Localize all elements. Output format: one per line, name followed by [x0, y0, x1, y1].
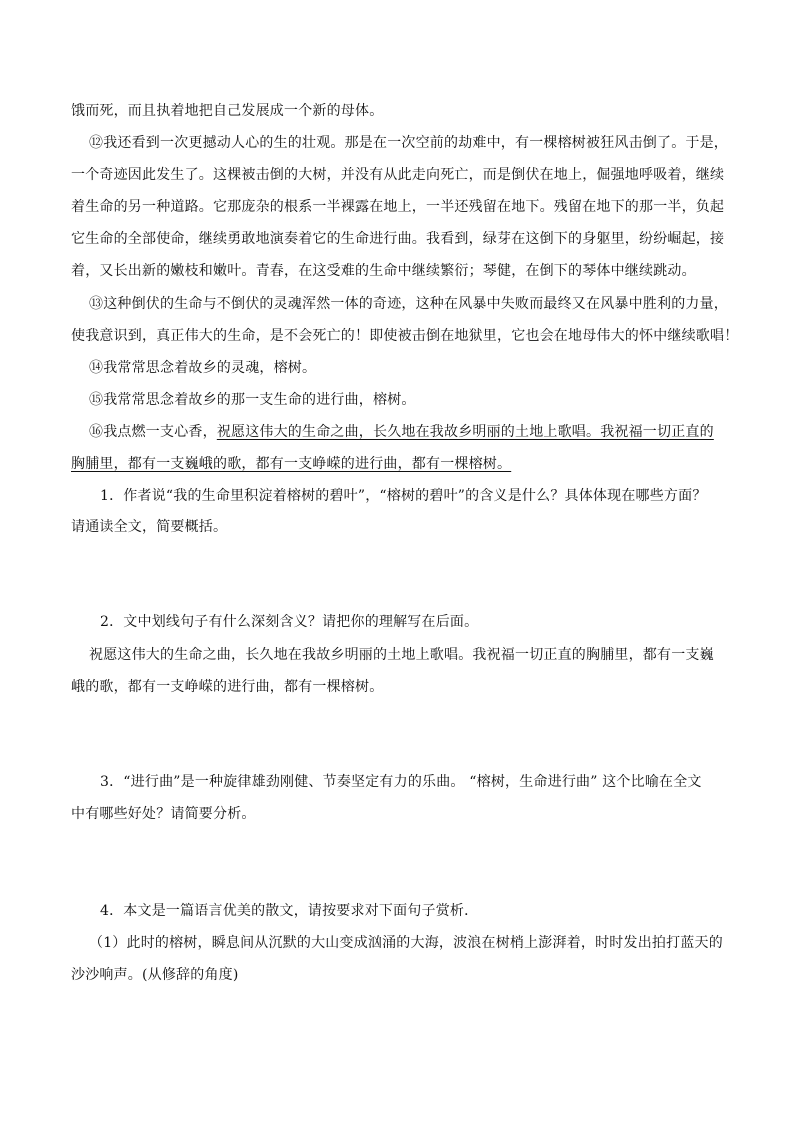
paragraph-13-line-1: ⑬这种倒伏的生命与不倒伏的灵魂浑然一体的奇迹，这种在风暴中失败而最终又在风暴中胜利的力量，	[89, 296, 728, 312]
paragraph-12-line-4: 它生命的全部使命，继续勇敢地演奏着它的生命进行曲。我看到，绿芽在这倒下的身躯里，纷纷崛起，接	[71, 231, 725, 247]
question-2-prompt: 2．文中划线句子有什么深刻含义？请把你的理解写在后面。	[100, 614, 479, 630]
paragraph-12-line-5: 着，又长出新的嫩枝和嫩叶。青春，在这受难的生命中继续繁衍；琴健，在倒下的琴体中继续跳动。	[71, 263, 696, 279]
question-3-line-1: 3．“进行曲”是一种旋律雄劲刚健、节奏坚定有力的乐曲。 “榕树，生命进行曲” 这个比喻在全文	[100, 774, 702, 790]
paragraph-12-line-1: ⑫我还看到一次更撼动人心的生的壮观。那是在一次空前的劫难中，有一棵榕树被狂风击倒了。于是，	[89, 135, 728, 151]
question-4-sentence-line-2: 沙沙响声。(从修辞的角度)	[71, 967, 239, 983]
paragraph-15: ⑮我常常思念着故乡的那一支生命的进行曲，榕树。	[89, 392, 416, 408]
question-2-sentence-line-2: 峨的歌，都有一支峥嵘的进行曲，都有一棵榕树。	[71, 679, 384, 695]
paragraph-11-tail: 饿而死，而且执着地把自己发展成一个新的母体。	[71, 103, 384, 119]
question-4-sentence-line-1: （1）此时的榕树，瞬息间从沉默的大山变成汹涌的大海，波浪在树梢上澎湃着，时时发出拍打蓝天的	[89, 935, 723, 951]
question-1-line-1: 1．作者说“我的生命里积淀着榕树的碧叶”，“榕树的碧叶”的含义是什么？具体体现在哪些方面？	[100, 488, 707, 504]
paragraph-12-line-2: 一个奇迹因此发生了。这棵被击倒的大树，并没有从此走向死亡，而是倒伏在地上，倔强地呼吸着，继续	[71, 167, 725, 183]
question-4-prompt: 4．本文是一篇语言优美的散文，请按要求对下面句子赏析．	[100, 903, 479, 919]
paragraph-16-intro: ⑯我点燃一支心香，	[89, 424, 217, 440]
underlined-sentence-part-2: 胸脯里，都有一支巍峨的歌，都有一支峥嵘的进行曲，都有一棵榕树。	[71, 456, 512, 472]
paragraph-13-line-2: 使我意识到，真正伟大的生命，是不会死亡的！即使被击倒在地狱里，它也会在地母伟大的怀中继续歌唱！	[71, 328, 739, 344]
question-3-line-2: 中有哪些好处？请简要分析。	[71, 806, 256, 822]
paragraph-14: ⑭我常常思念着故乡的灵魂，榕树。	[89, 360, 317, 376]
paragraph-16-line-1	[89, 422, 714, 442]
question-2-sentence-line-1: 祝愿这伟大的生命之曲，长久地在我故乡明丽的土地上歌唱。我祝福一切正直的胸脯里，都有一支巍	[89, 647, 714, 663]
paragraph-12-line-3: 着生命的另一种道路。它那庞杂的根系一半裸露在地上，一半还残留在地下。残留在地下的那一半，负起	[71, 199, 725, 215]
question-1-line-2: 请通读全文，简要概括。	[71, 519, 228, 535]
underlined-sentence-part-1: 祝愿这伟大的生命之曲，长久地在我故乡明丽的土地上歌唱。我祝福一切正直的	[216, 424, 714, 440]
